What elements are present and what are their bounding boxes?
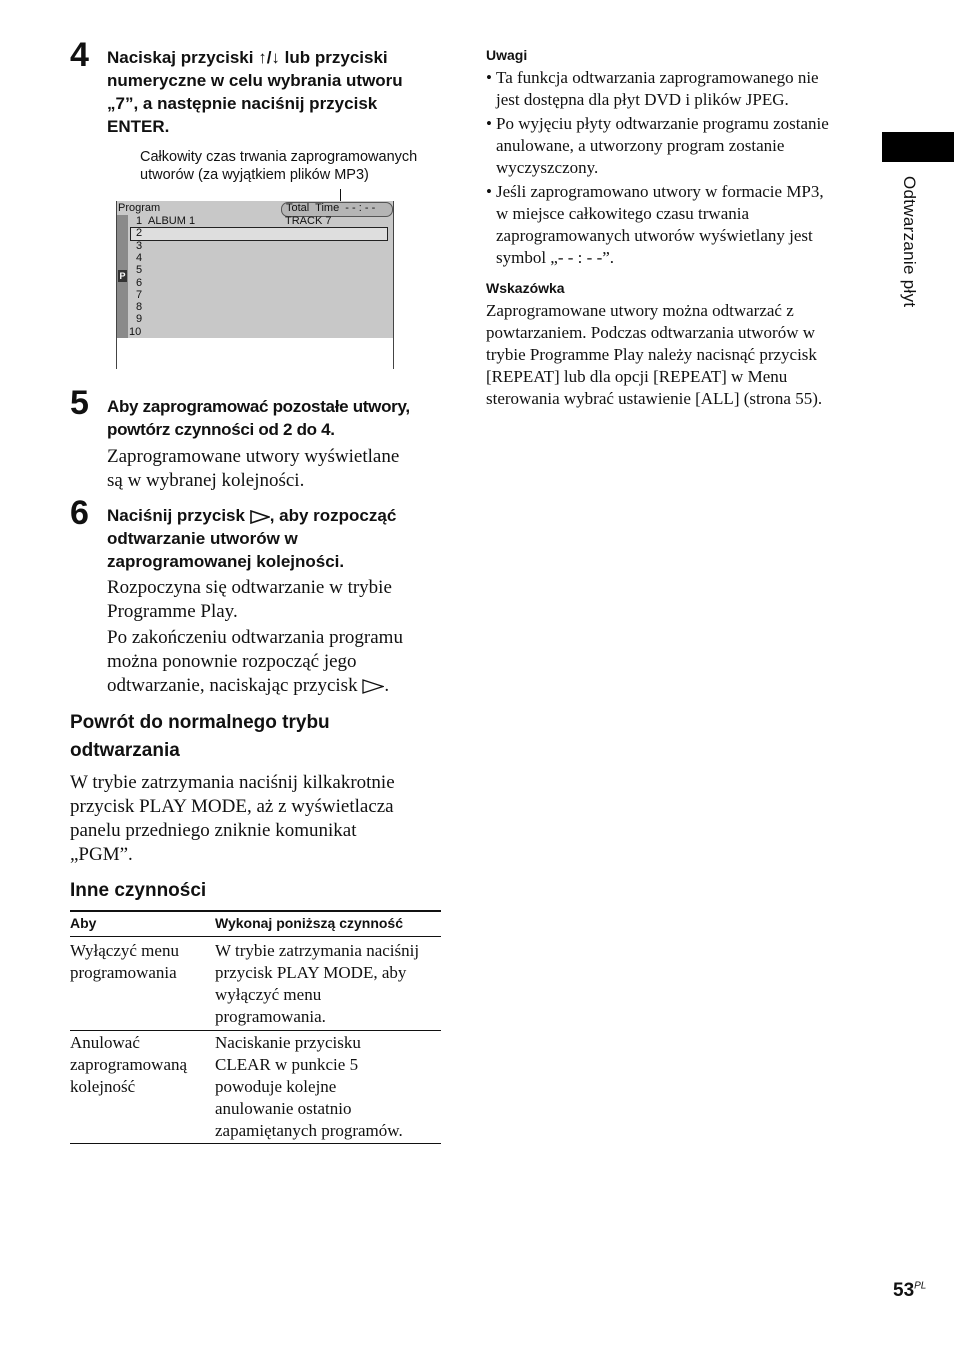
hint-heading: Wskazówka [486,280,565,296]
cell-line: programowania. [215,1007,326,1026]
note-line: wyczyszczony. [496,158,599,177]
note-text [496,181,824,269]
body-line: przycisk PLAY MODE, aż z wyświetlacza [70,796,394,817]
callout-line: Całkowity czas trwania zaprogramowanych [140,149,418,165]
heading-line: odtwarzania [70,740,180,761]
step6-heading-line: zaprogramowanej kolejności. [107,552,345,571]
note-line: w miejsce całkowitego czasu trwania [496,204,750,223]
cell-line: programowania [70,963,177,982]
note-line: zaprogramowanych utworów wyświetlany jest [496,226,813,245]
cell-line: anulowanie ostatnio [215,1099,352,1118]
body-line: panelu przedniego zniknie komunikat [70,820,357,841]
cell-line: wyłączyć menu [215,985,322,1004]
page-number [893,1280,926,1302]
step6-heading-part: , aby rozpocząć [269,506,397,525]
notes-list [486,67,858,269]
cell-line: zapamiętanych programów. [215,1121,403,1140]
note-bullet-3 [486,181,858,269]
table-row1-col1 [70,940,210,984]
program-menu-screen [116,201,394,369]
bullet-dot: • [486,114,492,133]
play-icon [362,679,384,694]
step6-body-line: można ponownie rozpocząć jego [107,651,357,672]
cell-line: kolejność [70,1077,136,1096]
table-row2-col2 [215,1032,445,1142]
step4-heading-line: numeryczne w celu wybrania utworu [107,71,403,90]
section-tab-marker [882,132,954,162]
step5-body-line: Zaprogramowane utwory wyświetlane [107,446,400,467]
osd-row-1-album: ALBUM 1 [148,215,196,227]
bullet-dot: • [486,68,492,87]
hint-line: Zaprogramowane utwory można odtwarzać z [486,301,794,320]
table-row2-col1 [70,1032,210,1098]
step6-heading-line [107,504,452,527]
osd-row-number: 9 [136,313,143,326]
step5-heading-line: Aby zaprogramować pozostałe utwory, [107,397,410,416]
play-icon [250,510,270,524]
hint-line: powtarzaniem. Podczas odtwarzania utworów w [486,323,816,342]
table-row1-col2 [215,940,445,1028]
step6-heading-line: odtwarzanie utworów w [107,529,298,548]
osd-row-number: 2 [136,227,143,240]
osd-row-number: 4 [136,251,143,264]
cell-line: powoduje kolejne [215,1077,337,1096]
note-line: symbol „- - : - -”. [496,248,615,267]
page-number-value: 53 [893,1280,915,1301]
notes-heading: Uwagi [486,47,528,63]
osd-row-number: 1 [136,215,143,227]
osd-row-number: 5 [136,264,143,277]
step6-body-line [107,674,452,698]
osd-row-number: 3 [136,239,143,252]
table-header-col2: Wykonaj poniższą czynność [215,915,404,931]
return-section-body [70,771,455,867]
osd-row-number: 7 [136,288,143,301]
step-number-6: 6 [70,494,89,532]
note-line: Po wyjęciu płyty odtwarzanie programu zostanie [496,114,829,133]
osd-selection-box [130,227,388,241]
table-header-rule [70,936,441,937]
step-number-5: 5 [70,384,89,422]
step5-body [107,445,452,493]
table-header-col1: Aby [70,915,97,931]
hint-line: [REPEAT] lub dla opcji [REPEAT] w Menu [486,367,788,386]
body-line: „PGM”. [70,844,133,865]
note-line: Ta funkcja odtwarzania zaprogramowanego nie [496,68,819,87]
osd-program-label: Program [118,202,161,214]
bullet-dot: • [486,182,492,201]
hint-body [486,300,858,410]
step6-body-part: . [384,675,390,696]
step6-body-line: Rozpoczyna się odtwarzanie w trybie [107,577,392,598]
heading-line: Powrót do normalnego trybu [70,712,330,733]
note-line: jest dostępna dla płyt DVD i plików JPEG. [496,90,789,109]
note-line: anulowane, a utworzony program zostanie [496,136,785,155]
osd-row-1-track: TRACK 7 [285,215,332,227]
cell-line: przycisk PLAY MODE, aby [215,963,407,982]
side-tab-label: Odtwarzanie płyt [900,176,919,308]
cell-line: W trybie zatrzymania naciśnij [215,941,420,960]
step6-heading [107,504,452,573]
cell-line: Naciskanie przycisku [215,1033,361,1052]
step6-heading-part: Naciśnij przycisk [107,506,250,525]
cell-line: Wyłączyć menu [70,941,179,960]
other-section-heading: Inne czynności [70,880,207,901]
page-number-suffix: PL [914,1280,927,1292]
body-line: W trybie zatrzymania naciśnij kilkakrotnie [70,772,395,793]
table-bottom-rule [70,1143,441,1144]
note-bullet-2 [486,113,858,179]
step6-body-line: Po zakończeniu odtwarzania programu [107,627,403,648]
step4-heading-line: Naciskaj przyciski ↑/↓ lub przyciski [107,48,388,67]
cell-line: CLEAR w punkcie 5 [215,1055,359,1074]
callout-line: utworów (za wyjątkiem plików MP3) [140,167,369,183]
osd-row-number: 6 [136,276,143,289]
note-bullet-1 [486,67,858,111]
osd-cursor-icon: P [119,271,126,281]
table-top-rule [70,910,441,912]
note-line: Jeśli zaprogramowano utwory w formacie MP3, [496,182,824,201]
step5-heading [107,395,452,441]
step6-body [107,576,452,698]
cell-line: Anulować [70,1033,140,1052]
hint-line: sterowania wybrać ustawienie [ALL] (strona 55). [486,389,823,408]
cell-line: zaprogramowaną [70,1055,188,1074]
osd-callout [140,148,445,184]
osd-row-number: 10 [129,325,142,338]
step4-heading-line: ENTER. [107,117,170,136]
step4-heading [107,46,452,138]
step4-heading-line: „7”, a następnie naciśnij przycisk [107,94,378,113]
osd-row-number: 8 [136,301,143,314]
table-row-rule [70,1030,441,1031]
step-number-4: 4 [70,36,89,74]
osd-total-time: Total Time - - : - - [286,202,376,214]
hint-line: trybie Programme Play należy nacisnąć przycisk [486,345,817,364]
step5-body-line: są w wybranej kolejności. [107,470,305,491]
return-section-heading [70,709,450,765]
step6-body-line: Programme Play. [107,601,238,622]
note-text [496,67,819,111]
step5-heading-line: powtórz czynności od 2 do 4. [107,420,335,439]
note-text [496,113,829,179]
step6-body-part: odtwarzanie, naciskając przycisk [107,675,363,696]
